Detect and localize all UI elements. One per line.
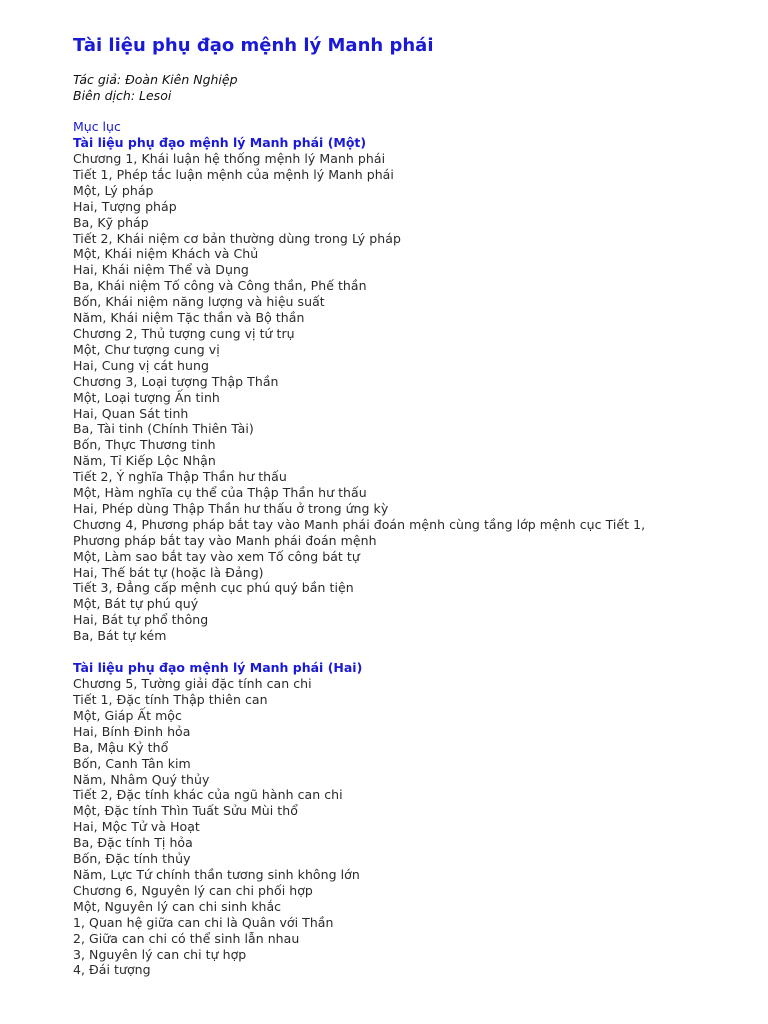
toc-line: Tiết 2, Đặc tính khác của ngũ hành can chi	[73, 787, 343, 803]
toc-line: Tiết 2, Khái niệm cơ bản thường dùng trong Lý pháp	[73, 230, 401, 246]
document-title: Tài liệu phụ đạo mệnh lý Manh phái	[73, 35, 434, 56]
toc-line: Chương 5, Tường giải đặc tính can chi	[73, 676, 312, 692]
toc-line: Ba, Kỹ pháp	[73, 214, 149, 230]
toc-line: Chương 2, Thủ tượng cung vị tứ trụ	[73, 325, 295, 341]
toc-line: Năm, Tỉ Kiếp Lộc Nhận	[73, 453, 216, 469]
toc-line: Chương 4, Phương pháp bắt tay vào Manh phái đoán mệnh cùng tầng lớp mệnh cục Tiết 1,	[73, 516, 646, 532]
toc-line: Một, Đặc tính Thìn Tuất Sửu Mùi thổ	[73, 803, 298, 819]
section-heading: Tài liệu phụ đạo mệnh lý Manh phái (Một)	[73, 135, 367, 150]
toc-line: Một, Khái niệm Khách và Chủ	[73, 246, 259, 262]
toc-line: Năm, Lực Tứ chính thần tương sinh không lớn	[73, 866, 360, 882]
toc-line: 3, Nguyên lý can chi tự hợp	[73, 946, 247, 962]
toc-line: Ba, Tài tinh (Chính Thiên Tài)	[73, 421, 254, 437]
toc-line: Tiết 3, Đẳng cấp mệnh cục phú quý bần tiện	[73, 580, 354, 596]
toc-line: Một, Chư tượng cung vị	[73, 341, 220, 357]
toc-line: Chương 6, Nguyên lý can chi phối hợp	[73, 882, 313, 898]
toc-line: Ba, Bát tự kém	[73, 628, 167, 644]
toc-line: Hai, Bát tự phổ thông	[73, 612, 209, 628]
toc-line: Ba, Đặc tính Tị hỏa	[73, 835, 193, 851]
toc-line: Ba, Mậu Kỷ thổ	[73, 739, 169, 755]
toc-line: 2, Giữa can chi có thể sinh lẫn nhau	[73, 930, 300, 946]
toc-line: Tiết 1, Phép tắc luận mệnh của mệnh lý Manh phái	[73, 166, 394, 182]
toc-line: Chương 3, Loại tượng Thập Thần	[73, 373, 279, 389]
section-lines	[73, 676, 753, 978]
toc-line: Một, Nguyên lý can chi sinh khắc	[73, 898, 282, 914]
document-page	[73, 34, 753, 978]
section-lines	[73, 151, 753, 644]
toc-line: Hai, Khái niệm Thể và Dụng	[73, 262, 249, 278]
toc-line: Năm, Nhâm Quý thủy	[73, 771, 210, 787]
toc-section-one	[73, 135, 753, 644]
toc-line: Một, Hàm nghĩa cụ thể của Thập Thần hư thấu	[73, 485, 367, 501]
toc-line: Phương pháp bắt tay vào Manh phái đoán mệnh	[73, 532, 377, 548]
toc-line: Bốn, Đặc tính thủy	[73, 851, 191, 867]
toc-line: 1, Quan hệ giữa can chi là Quân với Thần	[73, 914, 334, 930]
toc-line: Hai, Phép dùng Thập Thần hư thấu ở trong ứng kỳ	[73, 500, 389, 516]
section-heading: Tài liệu phụ đạo mệnh lý Manh phái (Hai)	[73, 660, 363, 676]
toc-line: Hai, Bính Đinh hỏa	[73, 723, 191, 739]
toc-line: Một, Bát tự phú quý	[73, 596, 199, 612]
toc-line: Hai, Quan Sát tinh	[73, 405, 189, 421]
author-line: Tác giả: Đoàn Kiên Nghiệp	[73, 72, 238, 87]
toc-line: Năm, Khái niệm Tặc thần và Bộ thần	[73, 310, 305, 326]
toc-line: Tiết 2, Ý nghĩa Thập Thần hư thấu	[73, 469, 287, 485]
translator-line: Biên dịch: Lesoi	[73, 88, 172, 103]
toc-line: Chương 1, Khái luận hệ thống mệnh lý Manh phái	[73, 151, 386, 166]
toc-line: Hai, Tượng pháp	[73, 198, 177, 214]
toc-line: Một, Loại tượng Ấn tinh	[73, 389, 220, 405]
toc-line: Hai, Mộc Tử và Hoạt	[73, 819, 200, 835]
toc-line: Hai, Thế bát tự (hoặc là Đảng)	[73, 564, 264, 580]
toc-line: Một, Làm sao bắt tay vào xem Tố công bát tự	[73, 548, 360, 564]
toc-section-two	[73, 660, 753, 978]
toc-line: 4, Đái tượng	[73, 962, 151, 978]
toc-line: Bốn, Canh Tân kim	[73, 755, 191, 771]
toc-line: Một, Giáp Ất mộc	[73, 707, 182, 723]
toc-line: Một, Lý pháp	[73, 182, 154, 198]
toc-line: Tiết 1, Đặc tính Thập thiên can	[73, 692, 268, 707]
toc-heading: Mục lục	[73, 119, 121, 134]
toc-line: Bốn, Khái niệm năng lượng và hiệu suất	[73, 294, 325, 310]
toc-line: Bốn, Thực Thương tinh	[73, 437, 216, 453]
toc-line: Hai, Cung vị cát hung	[73, 357, 209, 373]
toc-line: Ba, Khái niệm Tố công và Công thần, Phế thần	[73, 278, 367, 294]
